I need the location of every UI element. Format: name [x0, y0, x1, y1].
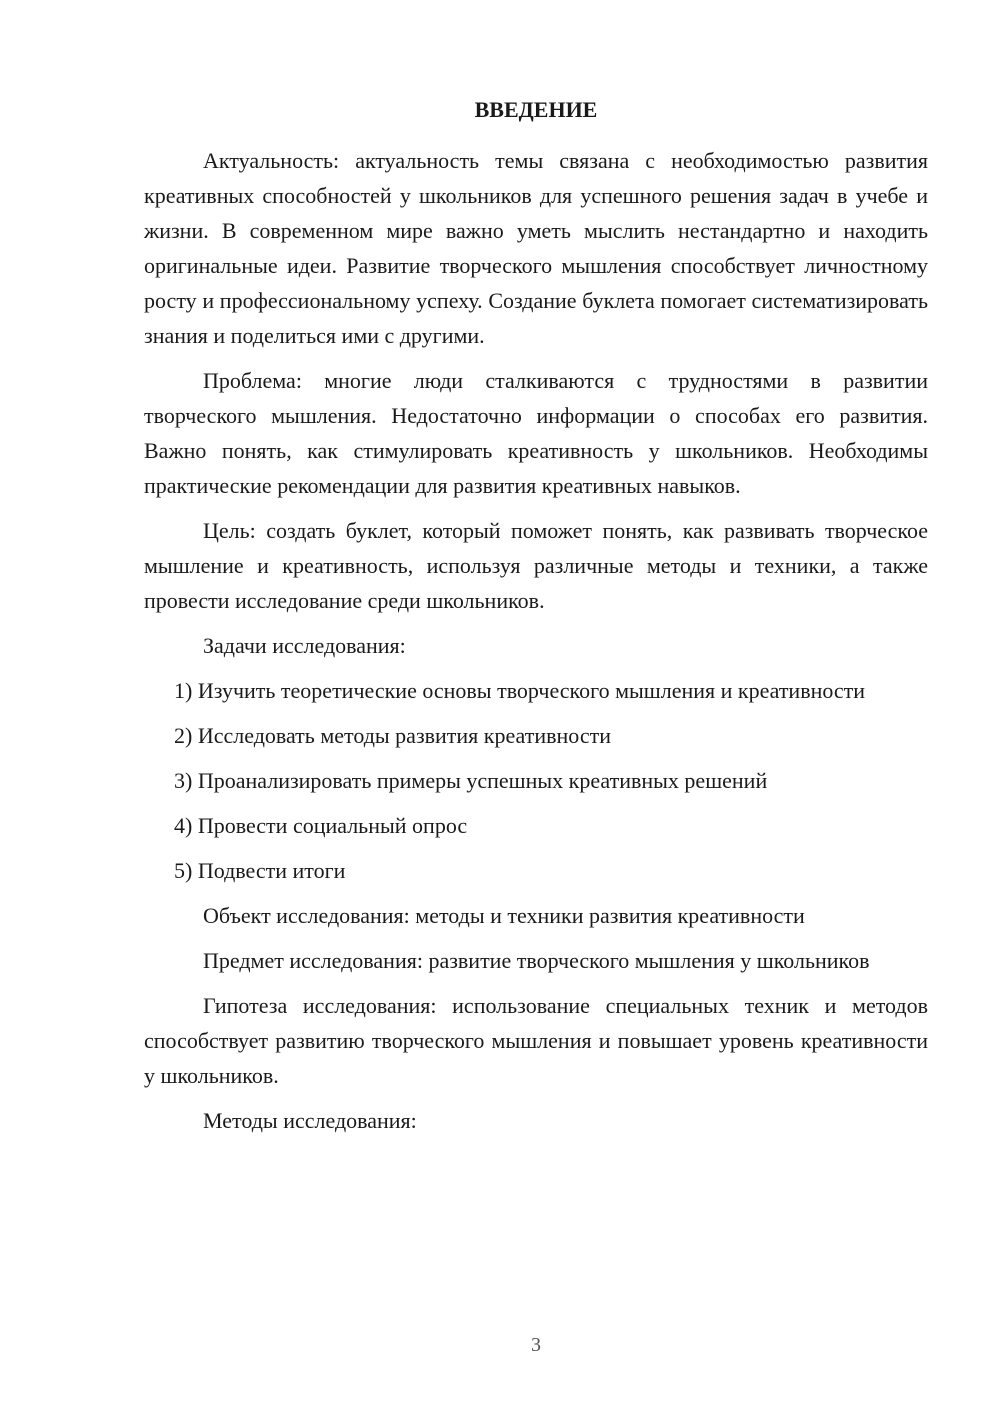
document-page — [144, 95, 928, 1148]
task-item-1: 1) Изучить теоретические основы творческого мышления и креативности — [174, 678, 866, 703]
research-object: Объект исследования: методы и техники развития креативности — [203, 903, 805, 928]
task-item-4: 4) Провести социальный опрос — [174, 813, 468, 838]
paragraph-problem: Проблема: многие люди сталкиваются с трудностями в развитии творческого мышления. Недостаточно информации о способах его развития. Важно понять, как стимулировать креативность у школьников. Необходимы практические рекомендации для развития креативных навыков. — [144, 368, 928, 498]
task-item-5: 5) Подвести итоги — [174, 858, 346, 883]
tasks-title: Задачи исследования: — [203, 633, 406, 658]
methods-title: Методы исследования: — [203, 1108, 417, 1133]
research-subject: Предмет исследования: развитие творческого мышления у школьников — [203, 948, 870, 973]
paragraph-relevance: Актуальность: актуальность темы связана с необходимостью развития креативных способностей у школьников для успешного решения задач в учебе и жизни. В современном мире важно уметь мыслить нестандартно и находить оригинальные идеи. Развитие творческого мышления способствует личностному росту и профессиональному успеху. Создание буклета помогает систематизировать знания и поделиться ими с другими. — [144, 148, 928, 348]
task-item-3: 3) Проанализировать примеры успешных креативных решений — [174, 768, 768, 793]
research-hypothesis: Гипотеза исследования: использование специальных техник и методов способствует развитию творческого мышления и повышает уровень креативности у школьников. — [144, 993, 928, 1088]
paragraph-goal: Цель: создать буклет, который поможет понять, как развивать творческое мышление и креативность, используя различные методы и техники, а также провести исследование среди школьников. — [144, 518, 928, 613]
page-title: ВВЕДЕНИЕ — [474, 97, 598, 122]
page-number: 3 — [531, 1334, 541, 1356]
task-item-2: 2) Исследовать методы развития креативности — [174, 723, 611, 748]
